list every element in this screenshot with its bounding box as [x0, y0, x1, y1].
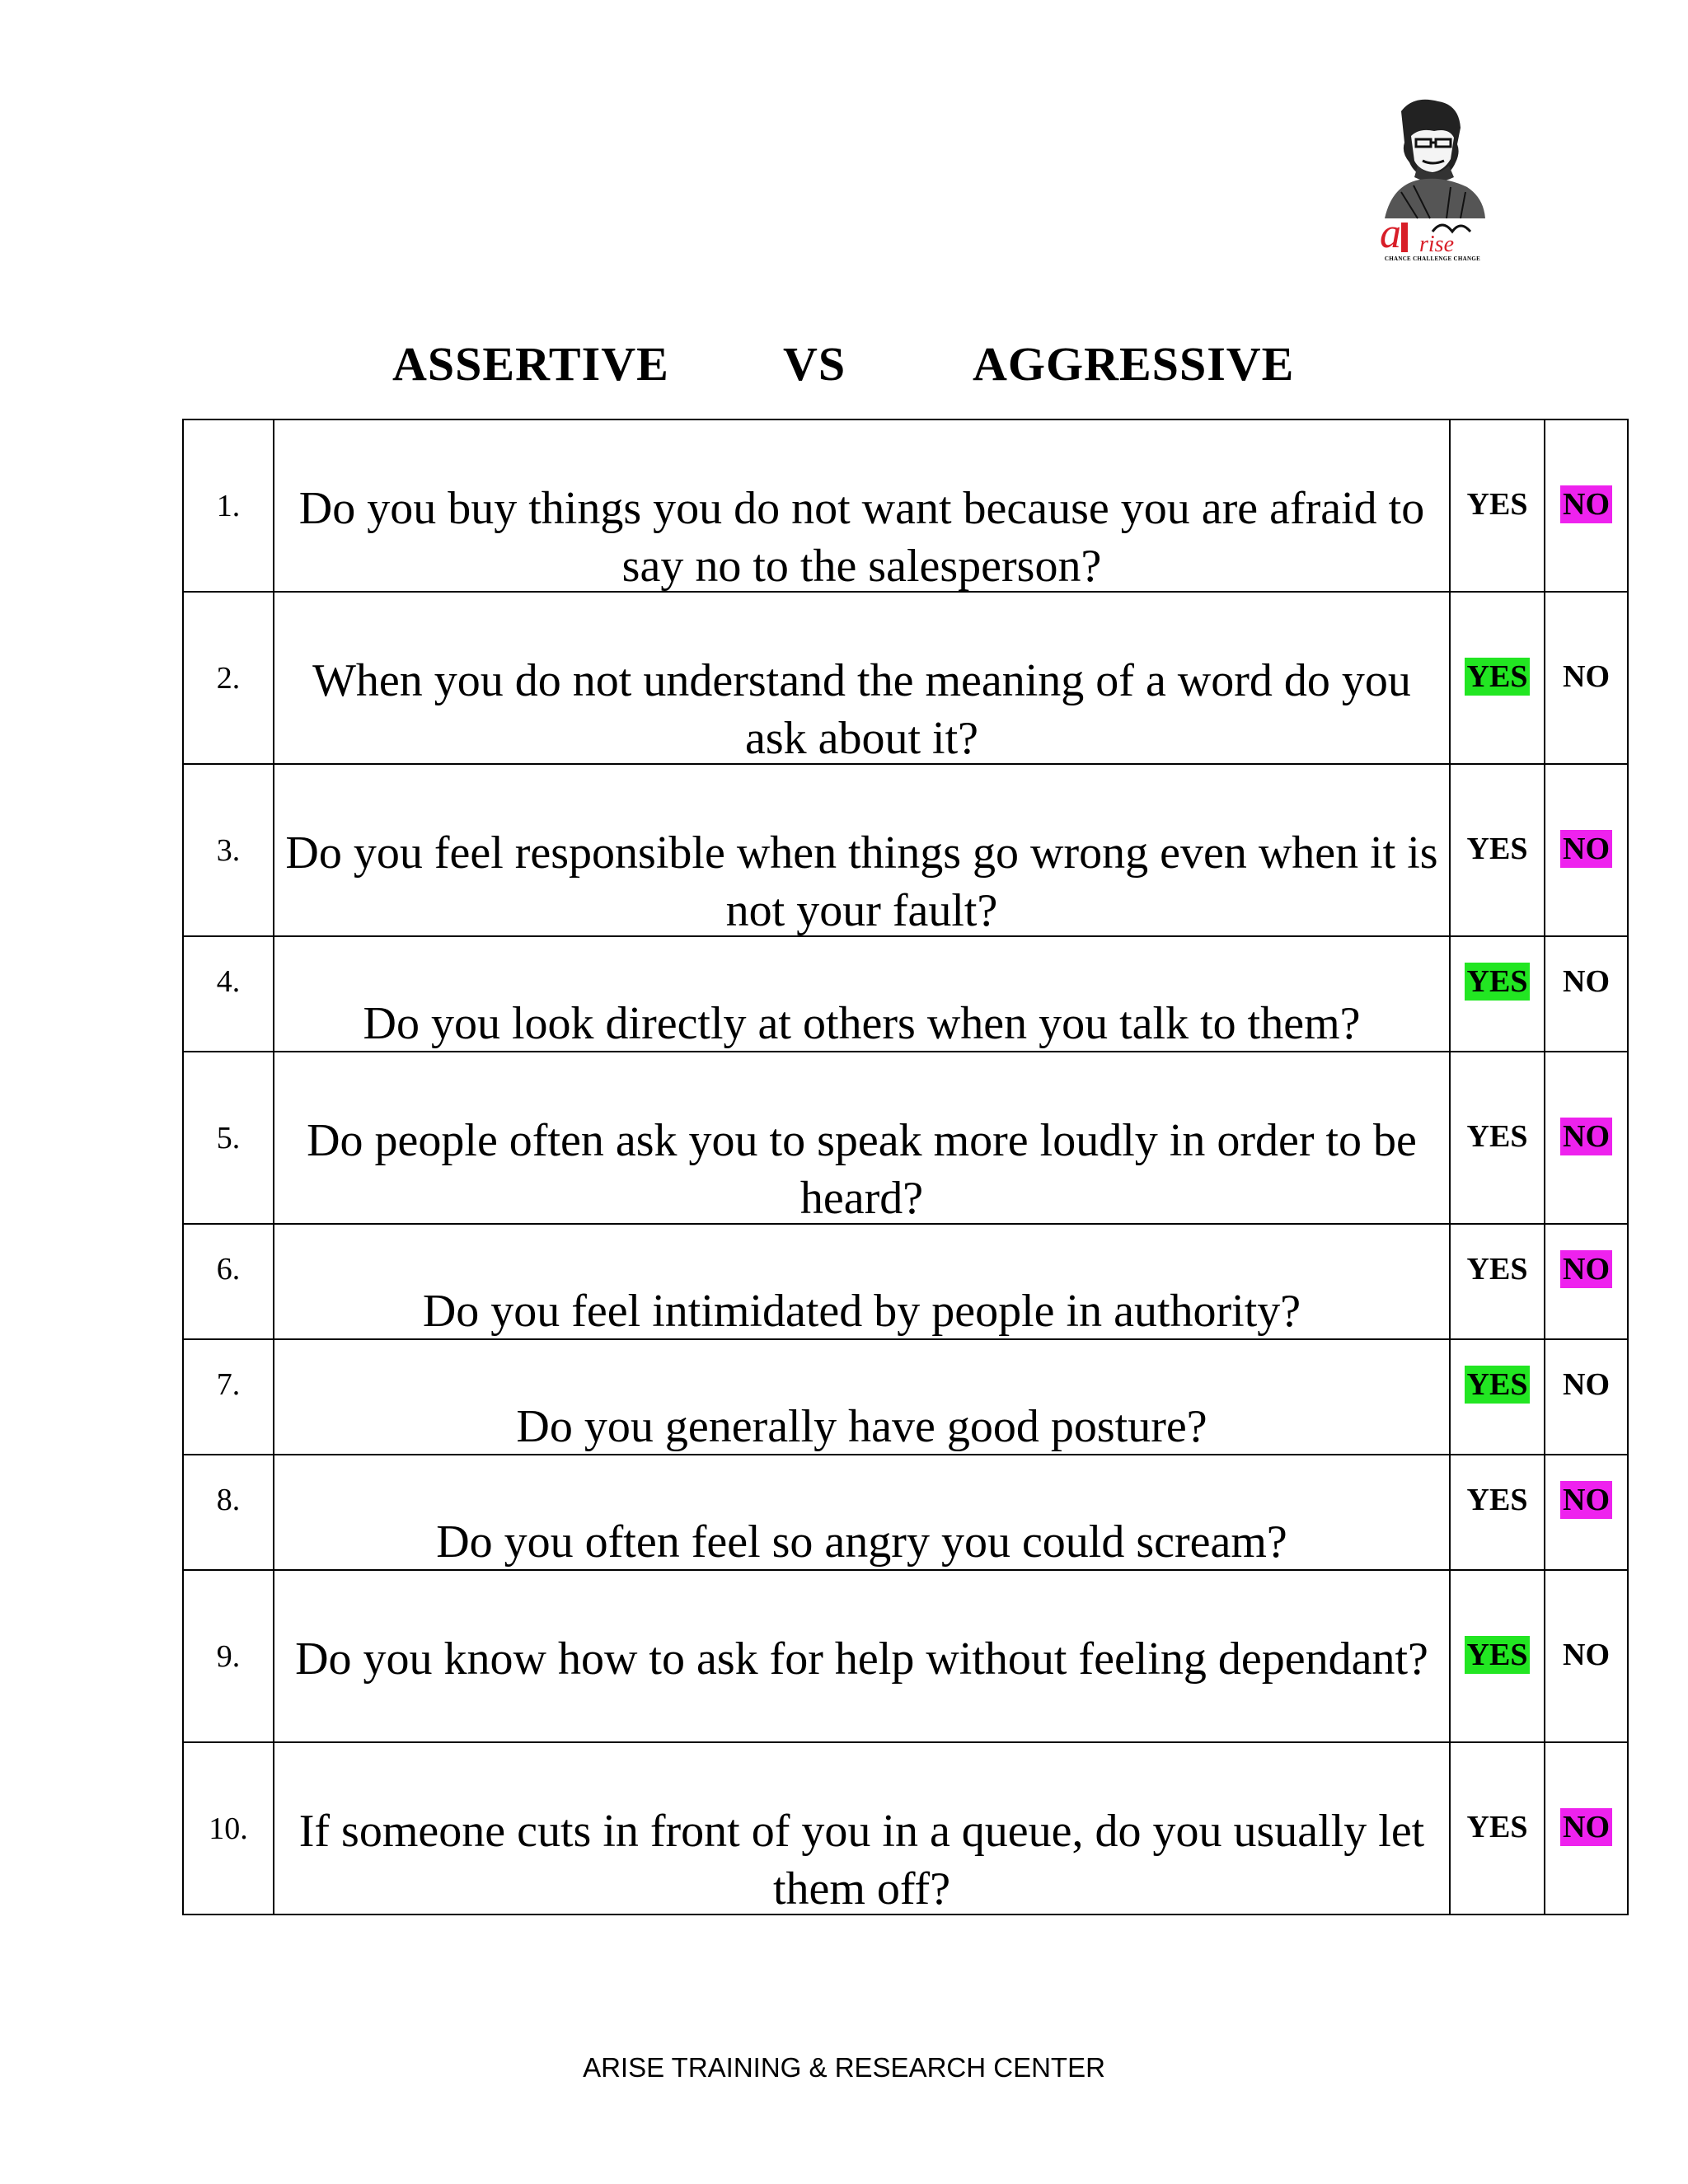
no-answer[interactable]: NO — [1560, 1250, 1612, 1288]
no-cell[interactable] — [1545, 1339, 1628, 1455]
question-number: 7. — [216, 1367, 241, 1402]
question-text-cell — [274, 1339, 1450, 1455]
question-text-cell — [274, 1224, 1450, 1339]
question-text-cell — [274, 1742, 1450, 1915]
table-row — [183, 1339, 1628, 1455]
question-number: 5. — [216, 1121, 241, 1155]
question-number: 4. — [216, 964, 241, 999]
title-assertive: ASSERTIVE — [392, 337, 669, 391]
no-answer[interactable]: NO — [1560, 1481, 1612, 1519]
yes-answer[interactable]: YES — [1466, 1483, 1528, 1517]
question-text: Do you feel responsible when things go wrong even when it is not your fault? — [285, 827, 1438, 936]
no-cell[interactable] — [1545, 592, 1628, 764]
question-text-cell — [274, 1052, 1450, 1224]
question-number-cell — [183, 1455, 274, 1570]
no-answer[interactable]: NO — [1560, 1118, 1612, 1155]
question-number-cell — [183, 1052, 274, 1224]
no-cell[interactable] — [1545, 936, 1628, 1052]
yes-cell[interactable] — [1450, 592, 1545, 764]
question-number: 3. — [216, 833, 241, 868]
question-text: Do you generally have good posture? — [516, 1401, 1207, 1452]
no-cell[interactable] — [1545, 419, 1628, 592]
question-number: 8. — [216, 1483, 241, 1517]
question-number: 1. — [216, 489, 241, 523]
logo-tagline: CHANCE CHALLENGE CHANGE — [1384, 255, 1481, 262]
yes-answer[interactable]: YES — [1466, 1119, 1528, 1154]
table-row — [183, 592, 1628, 764]
yes-cell[interactable] — [1450, 764, 1545, 936]
table-row — [183, 1224, 1628, 1339]
table-row — [183, 419, 1628, 592]
yes-cell[interactable] — [1450, 1455, 1545, 1570]
yes-answer[interactable]: YES — [1466, 1252, 1528, 1286]
question-text: Do you feel intimidated by people in authority? — [422, 1286, 1301, 1337]
no-cell[interactable] — [1545, 1742, 1628, 1915]
yes-answer[interactable]: YES — [1465, 963, 1531, 1001]
question-number: 10. — [209, 1811, 248, 1846]
table-row — [183, 1455, 1628, 1570]
yes-answer[interactable]: YES — [1466, 832, 1528, 866]
no-answer[interactable]: NO — [1563, 1638, 1610, 1672]
table-row — [183, 1052, 1628, 1224]
question-number: 6. — [216, 1252, 241, 1286]
question-number-cell — [183, 1224, 274, 1339]
question-text-cell — [274, 936, 1450, 1052]
question-text-cell — [274, 1455, 1450, 1570]
question-number-cell — [183, 936, 274, 1052]
question-text: If someone cuts in front of you in a queue, do you usually let them off? — [298, 1806, 1425, 1915]
yes-cell[interactable] — [1450, 936, 1545, 1052]
no-answer[interactable]: NO — [1563, 659, 1610, 694]
question-number-cell — [183, 419, 274, 592]
yes-answer[interactable]: YES — [1465, 1366, 1531, 1404]
bird-icon — [1432, 225, 1470, 232]
questionnaire-table — [182, 419, 1629, 1915]
question-text-cell — [274, 764, 1450, 936]
yes-answer[interactable]: YES — [1466, 487, 1528, 522]
question-number-cell — [183, 1570, 274, 1742]
table-row — [183, 1742, 1628, 1915]
question-text: Do you buy things you do not want because you are afraid to say no to the salesperson? — [298, 483, 1425, 592]
yes-answer[interactable]: YES — [1465, 1636, 1531, 1674]
page-title — [0, 336, 1688, 394]
no-cell[interactable] — [1545, 764, 1628, 936]
no-answer[interactable]: NO — [1560, 1808, 1612, 1846]
question-text: When you do not understand the meaning of a word do you ask about it? — [312, 655, 1411, 764]
question-text: Do people often ask you to speak more loudly in order to be heard? — [307, 1115, 1417, 1224]
question-number-cell — [183, 1339, 274, 1455]
table-row — [183, 936, 1628, 1052]
no-answer[interactable]: NO — [1563, 1367, 1610, 1402]
no-cell[interactable] — [1545, 1224, 1628, 1339]
yes-cell[interactable] — [1450, 1052, 1545, 1224]
yes-cell[interactable] — [1450, 419, 1545, 592]
question-text-cell — [274, 1570, 1450, 1742]
no-cell[interactable] — [1545, 1570, 1628, 1742]
yes-answer[interactable]: YES — [1466, 1810, 1528, 1844]
arise-logo-graphic — [1368, 95, 1492, 268]
yes-cell[interactable] — [1450, 1224, 1545, 1339]
yes-cell[interactable] — [1450, 1742, 1545, 1915]
question-text-cell — [274, 419, 1450, 592]
table-row — [183, 1570, 1628, 1742]
no-answer[interactable]: NO — [1560, 485, 1612, 523]
no-cell[interactable] — [1545, 1052, 1628, 1224]
no-answer[interactable]: NO — [1563, 964, 1610, 999]
question-number-cell — [183, 764, 274, 936]
yes-answer[interactable]: YES — [1465, 658, 1531, 696]
question-text-cell — [274, 592, 1450, 764]
arise-logo — [1368, 95, 1492, 268]
footer-text: ARISE TRAINING & RESEARCH CENTER — [583, 2052, 1105, 2083]
question-text: Do you look directly at others when you talk to them? — [363, 998, 1361, 1049]
question-number-cell — [183, 592, 274, 764]
title-vs: VS — [783, 337, 846, 391]
question-number: 9. — [216, 1639, 241, 1674]
yes-cell[interactable] — [1450, 1339, 1545, 1455]
logo-wordmark-a: a — [1380, 210, 1401, 257]
no-answer[interactable]: NO — [1560, 830, 1612, 868]
question-number-cell — [183, 1742, 274, 1915]
no-cell[interactable] — [1545, 1455, 1628, 1570]
logo-wordmark-rise: rise — [1419, 232, 1454, 257]
yes-cell[interactable] — [1450, 1570, 1545, 1742]
title-aggressive: AGGRESSIVE — [973, 337, 1295, 391]
question-text: Do you often feel so angry you could scream? — [436, 1516, 1287, 1568]
portrait-sketch-icon — [1385, 100, 1485, 218]
question-text: Do you know how to ask for help without feeling dependant? — [295, 1633, 1428, 1685]
question-number: 2. — [216, 661, 241, 696]
table-row — [183, 764, 1628, 936]
